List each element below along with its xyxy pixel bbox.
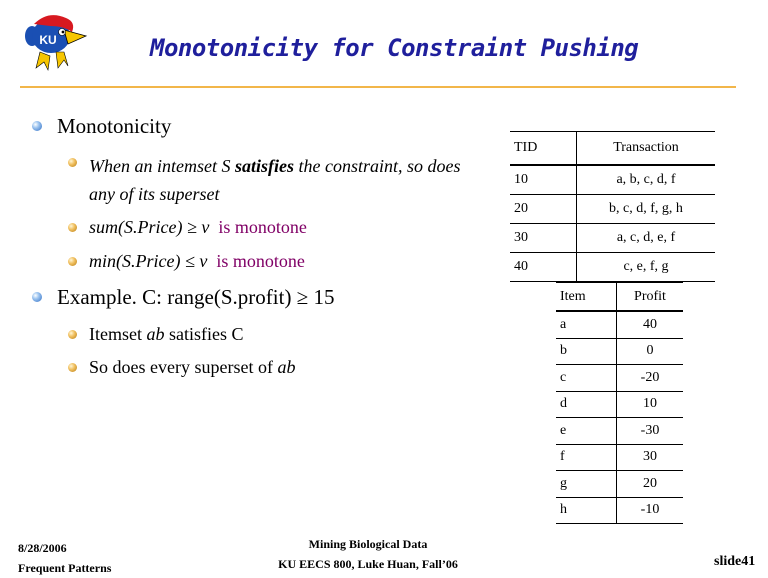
bullet-sum-example: sum(S.Price) ≥ v is monotone	[89, 217, 307, 237]
footer-left	[18, 538, 111, 578]
footer-date: 8/28/2006	[18, 541, 67, 555]
sub-bullet-icon	[68, 223, 77, 232]
item-cell: e	[556, 418, 617, 445]
tid-cell: 20	[510, 195, 577, 224]
profit-cell: 10	[617, 391, 684, 418]
bullet-itemset-ab: Itemset ab satisfies C	[89, 324, 244, 344]
transaction-cell: a, b, c, d, f	[577, 165, 716, 195]
profit-cell: 20	[617, 471, 684, 498]
table-row	[510, 165, 715, 195]
transaction-cell: a, c, d, e, f	[577, 224, 716, 253]
ku-jayhawk-logo	[18, 10, 88, 74]
table-row	[556, 497, 683, 524]
table-row	[556, 311, 683, 338]
profit-cell: -30	[617, 418, 684, 445]
logo-text: KU	[39, 33, 57, 47]
column-header-profit: Profit	[617, 283, 684, 312]
slide-title: Monotonicity for Constraint Pushing	[150, 34, 639, 62]
profit-cell: -10	[617, 497, 684, 524]
footer-topic: Frequent Patterns	[18, 561, 112, 575]
item-cell: a	[556, 311, 617, 338]
column-header-tid: TID	[510, 132, 577, 166]
sub-bullet-icon	[68, 330, 77, 339]
profit-cell: -20	[617, 365, 684, 392]
footer-course-line1: Mining Biological Data	[308, 537, 428, 551]
bullet-min-example: min(S.Price) ≤ v is monotone	[89, 251, 305, 271]
title-rule	[20, 86, 736, 88]
footer-course	[250, 534, 486, 574]
transaction-table	[510, 131, 715, 282]
bullet-monotonicity: Monotonicity	[57, 114, 172, 138]
footer-course-line2: KU EECS 800, Luke Huan, Fall’06	[278, 557, 458, 571]
item-cell: f	[556, 444, 617, 471]
sub-bullet-icon	[68, 363, 77, 372]
item-cell: d	[556, 391, 617, 418]
table-row	[556, 471, 683, 498]
column-header-transaction: Transaction	[577, 132, 716, 166]
bullet-icon	[32, 121, 42, 131]
bullet-definition: When an intemset S satisfies the constraint, so does any of its superset	[89, 156, 461, 204]
profit-cell: 0	[617, 338, 684, 365]
profit-cell: 40	[617, 311, 684, 338]
table-row	[556, 418, 683, 445]
sub-bullet-icon	[68, 158, 77, 167]
item-cell: h	[556, 497, 617, 524]
table-row	[510, 253, 715, 282]
table-row	[510, 224, 715, 253]
tid-cell: 10	[510, 165, 577, 195]
bullet-icon	[32, 292, 42, 302]
table-header-row	[510, 132, 715, 166]
profit-cell: 30	[617, 444, 684, 471]
item-cell: c	[556, 365, 617, 392]
bullet-example: Example. C: range(S.profit) ≥ 15	[57, 285, 335, 309]
tid-cell: 30	[510, 224, 577, 253]
tid-cell: 40	[510, 253, 577, 282]
table-header-row	[556, 283, 683, 312]
table-row	[556, 338, 683, 365]
sub-bullet-icon	[68, 257, 77, 266]
slide-number: slide41	[714, 554, 756, 569]
item-cell: g	[556, 471, 617, 498]
item-profit-table	[556, 282, 683, 524]
table-row	[510, 195, 715, 224]
table-row	[556, 391, 683, 418]
bullet-superset: So does every superset of ab	[89, 357, 296, 377]
column-header-item: Item	[556, 283, 617, 312]
transaction-cell: b, c, d, f, g, h	[577, 195, 716, 224]
table-row	[556, 444, 683, 471]
item-cell: b	[556, 338, 617, 365]
transaction-cell: c, e, f, g	[577, 253, 716, 282]
table-row	[556, 365, 683, 392]
